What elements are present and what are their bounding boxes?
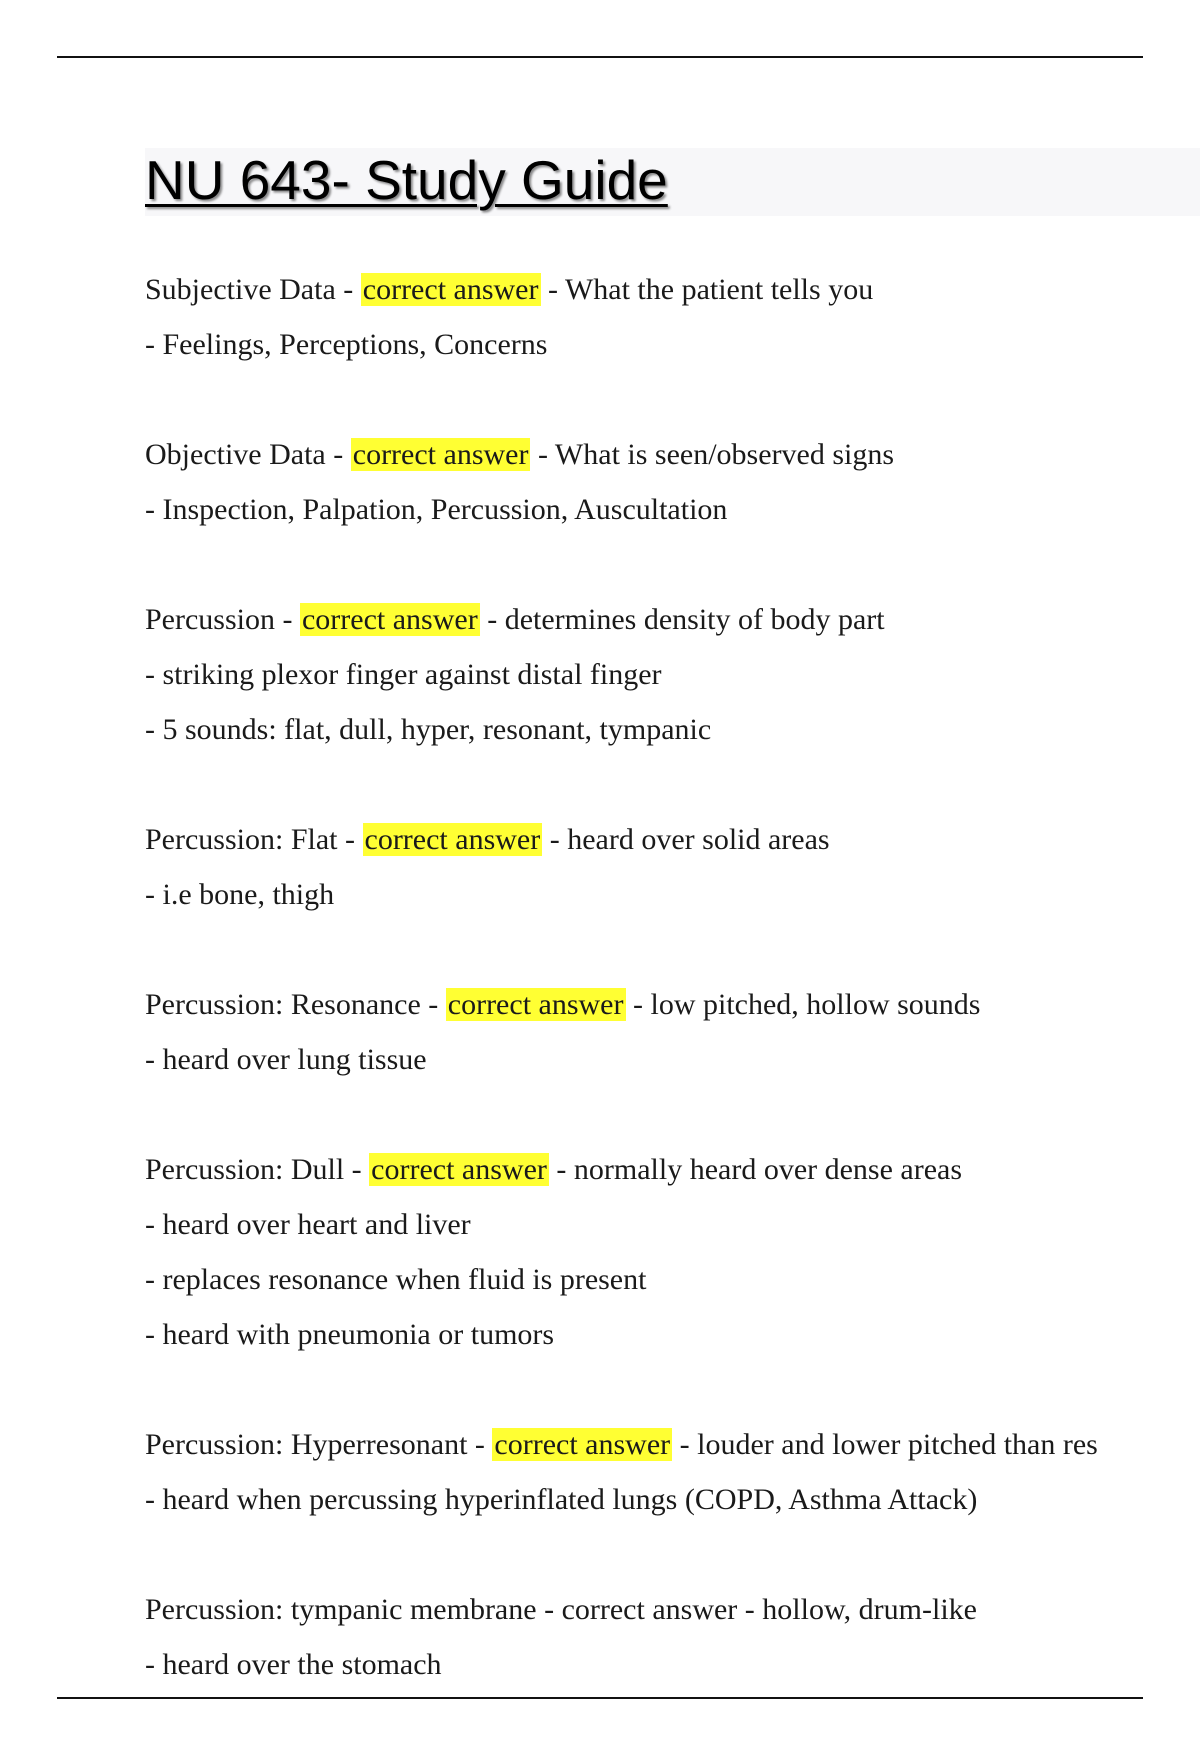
entry-note: - heard over heart and liver <box>145 1208 471 1241</box>
study-guide-content <box>145 262 1200 1747</box>
entry-term: Percussion - <box>145 603 300 636</box>
entry-definition: - low pitched, hollow sounds <box>625 988 981 1021</box>
entry-note: - striking plexor finger against distal finger <box>145 658 662 691</box>
entry-term: Percussion: Resonance - <box>145 988 446 1021</box>
entry-term: Percussion: Flat - <box>145 823 363 856</box>
study-entry <box>145 427 1200 537</box>
entry-note: - Inspection, Palpation, Percussion, Auscultation <box>145 493 728 526</box>
entry-heading-line <box>145 977 1200 1032</box>
answer-label: correct answer <box>494 1428 671 1461</box>
entry-definition: - louder and lower pitched than res <box>672 1428 1098 1461</box>
entry-definition: - normally heard over dense areas <box>548 1153 963 1186</box>
answer-label: correct answer <box>447 988 624 1021</box>
entry-heading-line <box>145 1582 1200 1637</box>
answer-label: correct answer <box>364 823 541 856</box>
entry-note: - heard when percussing hyperinflated lungs (COPD, Asthma Attack) <box>145 1483 978 1516</box>
top-rule <box>57 56 1143 58</box>
entry-note: - 5 sounds: flat, dull, hyper, resonant, tympanic <box>145 713 712 746</box>
entry-heading-line <box>145 427 1200 482</box>
entry-heading-line <box>145 592 1200 647</box>
entry-note: - replaces resonance when fluid is present <box>145 1263 647 1296</box>
answer-label: correct answer <box>352 438 529 471</box>
entry-term: Subjective Data - <box>145 273 361 306</box>
answer-label: correct answer <box>371 1153 547 1186</box>
entry-definition: - determines density of body part <box>479 603 885 636</box>
entry-heading-line <box>145 262 1200 317</box>
study-entry <box>145 262 1200 372</box>
entry-heading-line <box>145 1417 1200 1472</box>
entry-term: Percussion: Hyperresonant - <box>145 1428 493 1461</box>
entry-definition: - What the patient tells you <box>540 273 874 306</box>
entry-note: - heard with pneumonia or tumors <box>145 1318 555 1351</box>
answer-label: correct answer <box>362 273 539 306</box>
entry-term: Percussion: Dull - <box>145 1153 370 1186</box>
entry-definition: - What is seen/observed signs <box>530 438 895 471</box>
answer-label: correct answer <box>301 603 478 636</box>
study-entry <box>145 1142 1200 1362</box>
study-entry <box>145 592 1200 757</box>
study-entry <box>145 1417 1200 1527</box>
entry-note: - heard over the stomach <box>145 1648 442 1681</box>
study-entry <box>145 812 1200 922</box>
study-entry <box>145 977 1200 1087</box>
entry-term: Percussion: tympanic membrane - <box>145 1593 562 1626</box>
page-title: NU 643- Study Guide <box>145 149 668 211</box>
study-entry <box>145 1582 1200 1692</box>
entry-heading-line <box>145 1142 1200 1197</box>
answer-label: correct answer <box>561 1593 738 1626</box>
entry-note: - Feelings, Perceptions, Concerns <box>145 328 548 361</box>
entry-definition: - heard over solid areas <box>542 823 830 856</box>
entry-note: - i.e bone, thigh <box>145 878 335 911</box>
entry-note: - heard over lung tissue <box>145 1043 427 1076</box>
entry-definition: - hollow, drum-like <box>737 1593 977 1626</box>
entry-term: Objective Data - <box>145 438 351 471</box>
bottom-rule <box>57 1697 1143 1699</box>
entry-heading-line <box>145 812 1200 867</box>
